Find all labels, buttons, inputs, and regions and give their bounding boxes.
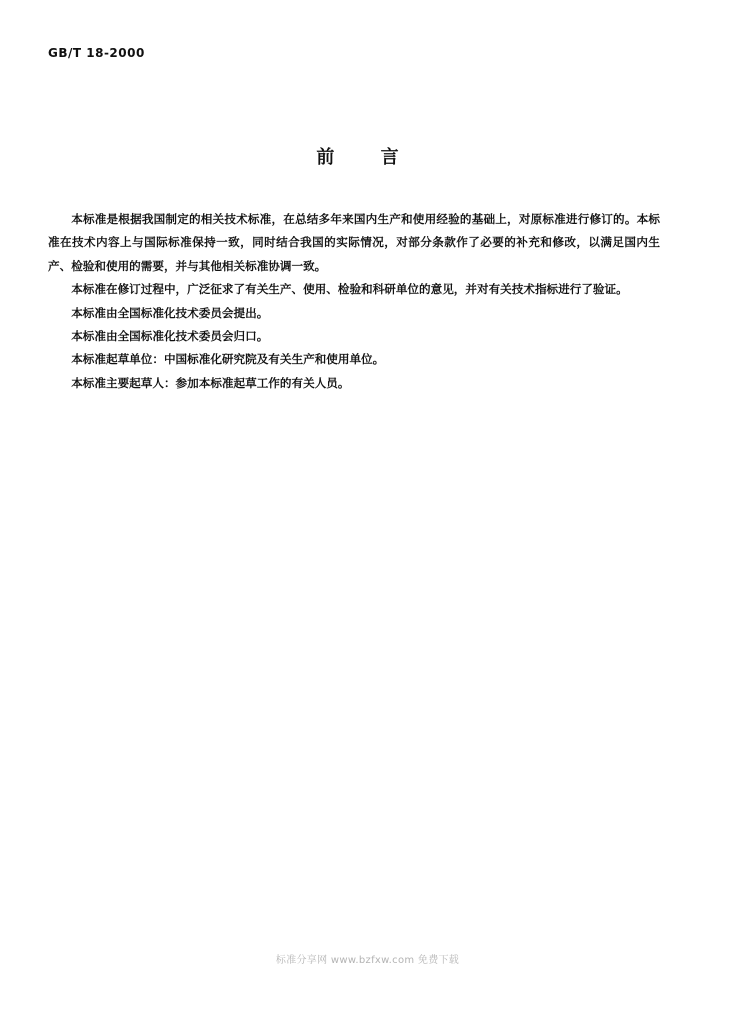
paragraph: 本标准由全国标准化技术委员会归口。	[71, 329, 269, 344]
paragraph: 本标准是根据我国制定的相关技术标准，在总结多年来国内生产和使用经验的基础上，对原标准进行修订的。本标准在技术内容上与国际标准保持一致，同时结合我国的实际情况，对部分条款作了必要的补充和修改，以满足国内生产、检验和使用的需要，并与其他相关标准协调一致。	[48, 212, 660, 273]
standard-code: GB/T 18-2000	[48, 46, 145, 60]
paragraph: 本标准主要起草人：参加本标准起草工作的有关人员。	[71, 375, 350, 390]
paragraph: 本标准在修订过程中，广泛征求了有关生产、使用、检验和科研单位的意见，并对有关技术指标进行了验证。	[71, 282, 628, 297]
footer-watermark: 标准分享网 www.bzfxw.com 免费下载	[275, 955, 460, 966]
page-title: 前 言	[316, 147, 419, 168]
foreword-body	[48, 208, 660, 395]
paragraph: 本标准起草单位：中国标准化研究院及有关生产和使用单位。	[71, 352, 385, 367]
paragraph: 本标准由全国标准化技术委员会提出。	[71, 305, 269, 320]
